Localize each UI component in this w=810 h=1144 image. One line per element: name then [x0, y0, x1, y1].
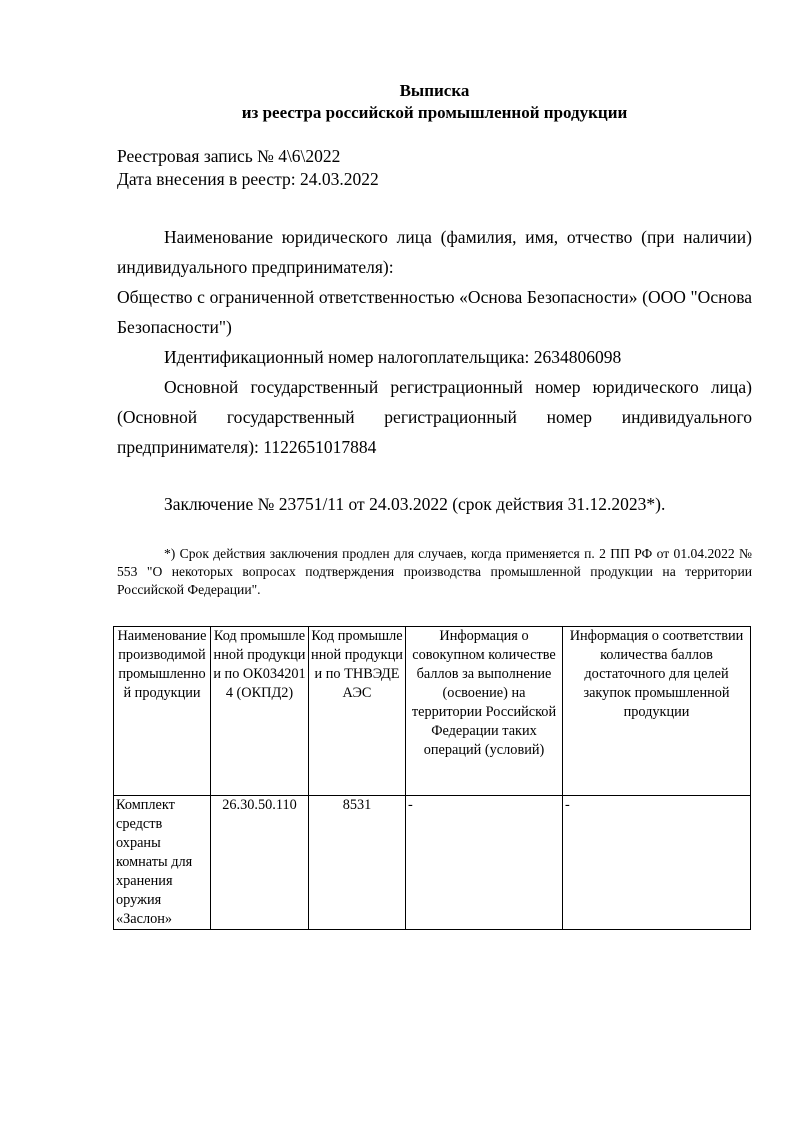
footnote-text: *) Срок действия заключения продлен для случаев, когда применяется п. 2 ПП РФ от 01.04.2022 № 553 "О некоторых вопросах подтверждения производства промышленной продукции на территории Российской Федерации".: [117, 546, 752, 597]
footnote: [117, 545, 752, 599]
cell-product-name: Комплект средств охраны комнаты для хранения оружия «Заслон»: [114, 796, 211, 930]
cell-sufficiency: -: [563, 796, 751, 930]
registry-date: Дата внесения в реестр: 24.03.2022: [117, 169, 379, 189]
table-header-row: [114, 627, 751, 796]
conclusion-line: Заключение № 23751/11 от 24.03.2022 (срок действия 31.12.2023*).: [164, 494, 666, 514]
document-title: [117, 80, 752, 124]
title-line-2: из реестра российской промышленной продукции: [241, 103, 628, 122]
header-points-info: Информация о совокупном количестве баллов за выполнение (освоение) на территории Российской Федерации таких операций (условий): [406, 627, 563, 796]
header-sufficiency-info: Информация о соответствии количества баллов достаточного для целей закупок промышленной продукции: [563, 627, 751, 796]
header-okpd2-code: Код промышленной продукции по ОК0342014 (ОКПД2): [211, 627, 309, 796]
cell-points: -: [406, 796, 563, 930]
product-table: [113, 626, 751, 930]
header-product-name: Наименование производимой промышленной продукции: [114, 627, 211, 796]
header-tnved-code: Код промышленной продукции по ТНВЭДЕАЭС: [309, 627, 406, 796]
company-name-value: Общество с ограниченной ответственностью «Основа Безопасности» (ООО "Основа Безопасности"): [117, 287, 752, 337]
registry-info: [117, 145, 752, 191]
registry-record: Реестровая запись № 4\6\2022: [117, 146, 341, 166]
company-info: [117, 222, 752, 462]
cell-tnved-code: 8531: [309, 796, 406, 930]
inn-line: Идентификационный номер налогоплательщика: 2634806098: [164, 347, 622, 367]
title-line-1: Выписка: [399, 81, 470, 100]
company-name-label: Наименование юридического лица (фамилия, имя, отчество (при наличии) индивидуального предпринимателя):: [117, 227, 752, 277]
cell-okpd2-code: 26.30.50.110: [211, 796, 309, 930]
ogrn-line: Основной государственный регистрационный номер юридического лица) (Основной государственный регистрационный номер индивидуального предпринимателя): 1122651017884: [117, 377, 752, 457]
table-row: [114, 796, 751, 930]
